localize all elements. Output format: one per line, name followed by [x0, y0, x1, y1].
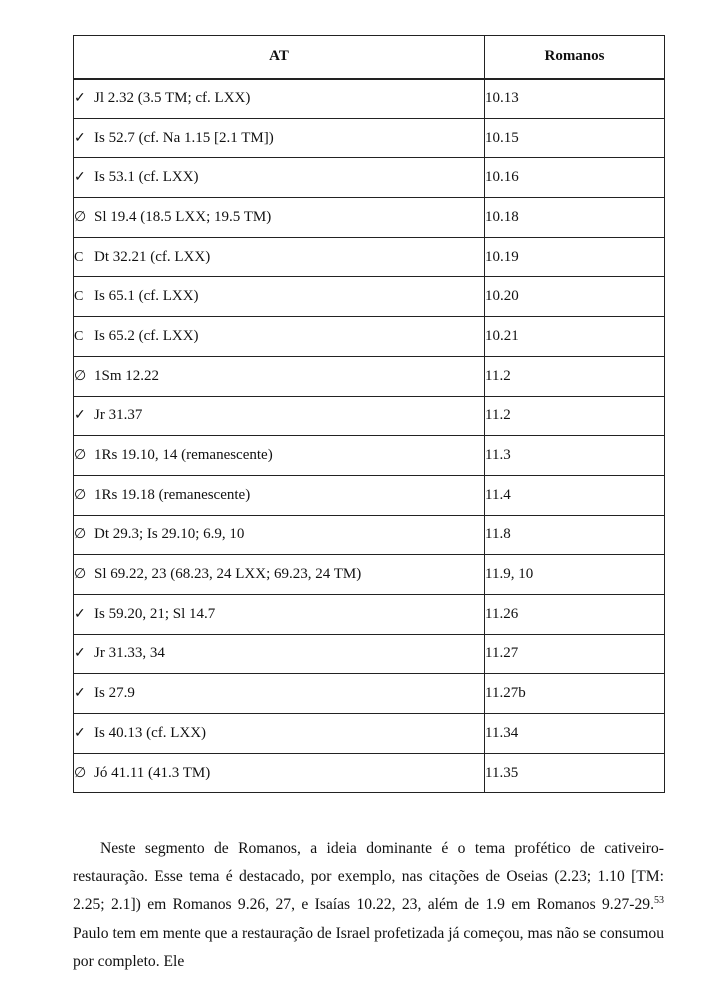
ot-reference-cell [74, 277, 485, 317]
table-row [74, 317, 665, 357]
ot-reference: Is 65.1 (cf. LXX) [94, 288, 199, 305]
citations-table [73, 35, 665, 793]
table-row [74, 753, 665, 793]
citation-type-mark: ✓ [74, 130, 86, 146]
citation-type-mark: C [74, 249, 84, 265]
citation-type-mark: ✓ [74, 91, 86, 107]
citation-type-mark: ✓ [74, 725, 86, 741]
table-row [74, 396, 665, 436]
header-romanos: Romanos [485, 36, 665, 79]
table-row [74, 118, 665, 158]
romanos-reference-cell: 11.9, 10 [485, 555, 665, 595]
citation-type-mark: ∅ [74, 527, 87, 543]
ot-reference-cell [74, 753, 485, 793]
ot-reference: 1Rs 19.10, 14 (remanescente) [94, 447, 273, 464]
ot-reference: Dt 29.3; Is 29.10; 6.9, 10 [94, 526, 245, 543]
table-row [74, 237, 665, 277]
table-row [74, 515, 665, 555]
ot-reference: Is 53.1 (cf. LXX) [94, 169, 199, 186]
table-header-row [74, 36, 665, 79]
romanos-reference-cell: 10.15 [485, 118, 665, 158]
romanos-reference-cell: 11.27 [485, 634, 665, 674]
ot-reference: Is 59.20, 21; Sl 14.7 [94, 605, 216, 622]
romanos-reference-cell: 10.20 [485, 277, 665, 317]
ot-reference-cell [74, 158, 485, 198]
ot-reference-cell [74, 118, 485, 158]
ot-reference: 1Sm 12.22 [94, 367, 160, 384]
citation-type-mark: ∅ [74, 567, 87, 583]
ot-reference-cell [74, 436, 485, 476]
ot-reference: Jr 31.37 [94, 407, 143, 424]
table-row [74, 436, 665, 476]
romanos-reference-cell: 11.34 [485, 714, 665, 754]
ot-reference: Dt 32.21 (cf. LXX) [94, 248, 211, 265]
ot-reference: Jl 2.32 (3.5 TM; cf. LXX) [94, 90, 251, 107]
romanos-reference-cell: 11.26 [485, 594, 665, 634]
ot-reference-cell [74, 475, 485, 515]
citation-type-mark: ∅ [74, 368, 87, 384]
table-row [74, 475, 665, 515]
body-paragraph [73, 835, 664, 976]
citation-type-mark: ∅ [74, 765, 87, 781]
romanos-reference-cell: 11.27b [485, 674, 665, 714]
paragraph-text: Neste segmento de Romanos, a ideia dominante é o tema profético de cativeiro-restauração. Esse tema é destacado, por exemplo, nas citações de Oseias (2.23; 1.10 [TM: 2.25; 2.1]) em Romanos 9.26, 27, e Isaías 10.22, 23, além de 1.9 em Romanos 9.27-29. [73, 840, 664, 914]
ot-reference: Sl 19.4 (18.5 LXX; 19.5 TM) [94, 208, 272, 225]
romanos-reference-cell: 11.8 [485, 515, 665, 555]
table-row [74, 277, 665, 317]
table-row [74, 714, 665, 754]
ot-reference-cell [74, 674, 485, 714]
citation-type-mark: ∅ [74, 209, 87, 225]
ot-reference: Jr 31.33, 34 [94, 645, 165, 662]
table-row [74, 555, 665, 595]
citation-type-mark: C [74, 289, 84, 305]
citation-type-mark: ✓ [74, 686, 86, 702]
romanos-reference-cell: 10.13 [485, 79, 665, 119]
romanos-reference-cell: 11.3 [485, 436, 665, 476]
romanos-reference-cell: 10.16 [485, 158, 665, 198]
ot-reference: Is 52.7 (cf. Na 1.15 [2.1 TM]) [94, 129, 274, 146]
ot-reference-cell [74, 555, 485, 595]
romanos-reference-cell: 11.35 [485, 753, 665, 793]
footnote-marker[interactable]: 53 [654, 895, 664, 907]
romanos-reference-cell: 10.18 [485, 198, 665, 238]
ot-reference: 1Rs 19.18 (remanescente) [94, 486, 251, 503]
ot-reference-cell [74, 714, 485, 754]
citation-type-mark: ∅ [74, 448, 87, 464]
table-body [74, 79, 665, 793]
romanos-reference-cell: 10.21 [485, 317, 665, 357]
ot-reference-cell [74, 356, 485, 396]
ot-reference-cell [74, 634, 485, 674]
ot-reference-cell [74, 594, 485, 634]
ot-reference-cell [74, 317, 485, 357]
table-row [74, 594, 665, 634]
header-ot: AT [74, 36, 485, 79]
romanos-reference-cell: 11.2 [485, 356, 665, 396]
citation-type-mark: ✓ [74, 606, 86, 622]
citation-type-mark: ∅ [74, 487, 87, 503]
table-row [74, 634, 665, 674]
ot-reference-cell [74, 515, 485, 555]
romanos-reference-cell: 11.4 [485, 475, 665, 515]
table-row [74, 198, 665, 238]
romanos-reference-cell: 10.19 [485, 237, 665, 277]
ot-reference-cell [74, 79, 485, 119]
table-row [74, 356, 665, 396]
citation-type-mark: ✓ [74, 408, 86, 424]
ot-reference: Is 40.13 (cf. LXX) [94, 724, 207, 741]
ot-reference: Is 65.2 (cf. LXX) [94, 327, 199, 344]
citation-type-mark: C [74, 328, 84, 344]
romanos-reference-cell: 11.2 [485, 396, 665, 436]
paragraph-text-continued: Paulo tem em mente que a restauração de Israel profetizada já começou, mas não se consumou por completo. Ele [73, 924, 664, 970]
ot-reference: Jó 41.11 (41.3 TM) [94, 764, 211, 781]
citation-type-mark: ✓ [74, 646, 86, 662]
ot-reference-cell [74, 198, 485, 238]
table-row [74, 79, 665, 119]
table-row [74, 158, 665, 198]
ot-reference-cell [74, 396, 485, 436]
table-row [74, 674, 665, 714]
ot-reference: Sl 69.22, 23 (68.23, 24 LXX; 69.23, 24 TM) [94, 566, 362, 583]
ot-reference-cell [74, 237, 485, 277]
citation-type-mark: ✓ [74, 170, 86, 186]
ot-reference: Is 27.9 [94, 685, 135, 702]
